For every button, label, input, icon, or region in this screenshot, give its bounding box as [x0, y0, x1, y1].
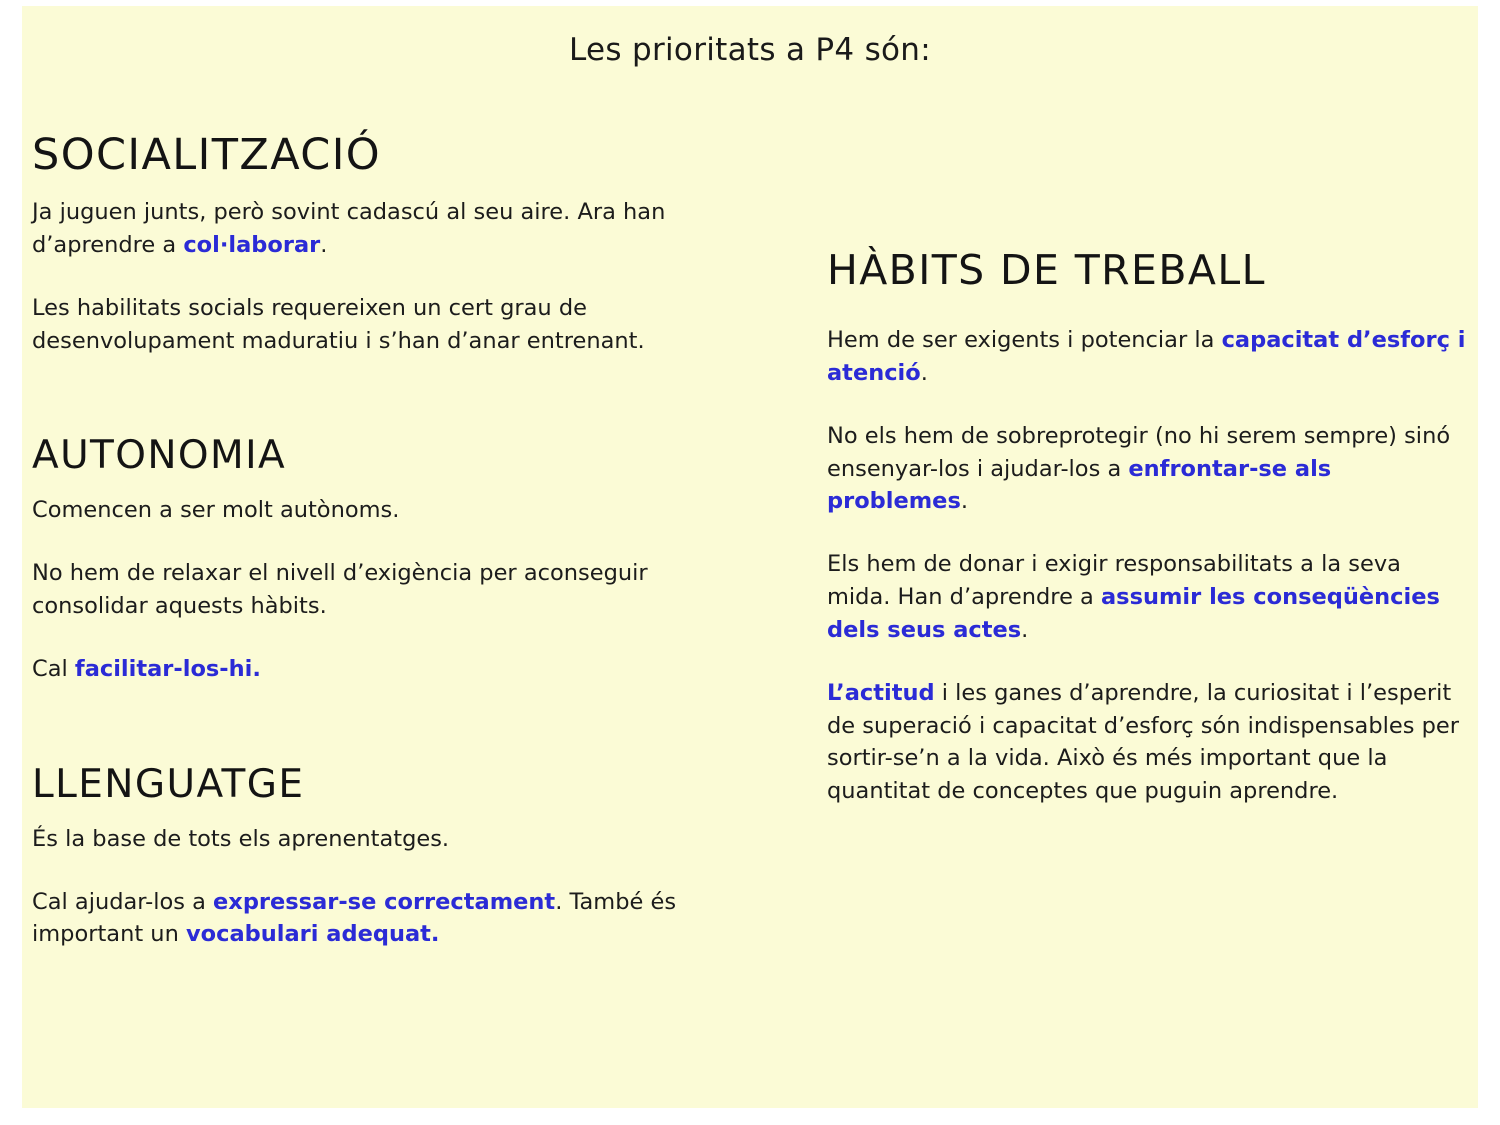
highlighted-text: facilitar-los-hi.	[74, 655, 261, 682]
plain-text: .	[1021, 616, 1029, 643]
paragraph-llenguatge-1	[32, 823, 692, 856]
highlighted-text: L’actitud	[827, 679, 935, 706]
slide-title: Les prioritats a P4 són:	[568, 32, 931, 68]
highlighted-text: expressar-se correctament	[213, 888, 556, 915]
paragraph-autonomia-1	[32, 494, 692, 527]
right-column	[827, 246, 1467, 808]
paragraph-llenguatge-2	[32, 886, 692, 952]
plain-text: Ja juguen junts, però sovint cadascú al seu aire. Ara han d’aprendre a	[32, 199, 666, 258]
plain-text: .	[320, 231, 328, 258]
slide-columns	[22, 68, 1478, 1078]
highlighted-text: vocabulari adequat.	[185, 921, 440, 948]
highlighted-text: enfrontar-se als problemes	[827, 455, 1332, 515]
paragraph-autonomia-3	[32, 653, 692, 686]
section-heading-llenguatge: LLENGUATGE	[32, 761, 305, 807]
section-heading-autonomia: AUTONOMIA	[32, 433, 287, 479]
plain-text: Comencen a ser molt autònoms.	[32, 497, 400, 524]
left-column	[32, 130, 732, 951]
plain-text: És la base de tots els aprenentatges.	[32, 825, 450, 852]
paragraph-socialitzacio-2	[32, 292, 692, 358]
highlighted-text: capacitat d’esforç i atenció	[827, 327, 1466, 386]
plain-text: Les habilitats socials requereixen un cert grau de desenvolupament maduratiu i s’han d’anar entrenant.	[32, 294, 645, 354]
paragraph-habits-2	[827, 420, 1467, 519]
slide-canvas	[22, 6, 1478, 1108]
section-heading-habits-de-treball: HÀBITS DE TREBALL	[827, 246, 1266, 294]
highlighted-text: col·laborar	[183, 231, 321, 258]
plain-text: No els hem de sobreprotegir (no hi serem sempre) sinó ensenyar-los i ajudar-los a	[827, 422, 1451, 482]
plain-text: Cal	[32, 655, 75, 682]
plain-text: Cal ajudar-los a	[32, 888, 214, 915]
paragraph-autonomia-2	[32, 557, 692, 623]
section-heading-socialitzacio: SOCIALITZACIÓ	[32, 130, 382, 180]
paragraph-socialitzacio-1	[32, 196, 692, 262]
paragraph-habits-4	[827, 677, 1467, 808]
plain-text: .	[960, 488, 968, 515]
plain-text: No hem de relaxar el nivell d’exigència per aconseguir consolidar aquests hàbits.	[32, 560, 648, 620]
plain-text: . També és important un	[32, 888, 677, 948]
paragraph-habits-3	[827, 548, 1467, 647]
plain-text: Els hem de donar i exigir responsabilitats a la seva mida. Han d’aprendre a	[827, 551, 1401, 611]
highlighted-text: assumir les conseqüències dels seus actes	[827, 584, 1440, 643]
plain-text: i les ganes d’aprendre, la curiositat i l’esperit de superació i capacitat d’esforç són indispensables per sortir-se’n a la vida. Això és més important que la quantitat de conceptes que puguin aprendre.	[827, 679, 1459, 805]
plain-text: .	[920, 359, 928, 386]
plain-text: Hem de ser exigents i potenciar la	[827, 327, 1222, 353]
paragraph-habits-1	[827, 324, 1467, 390]
